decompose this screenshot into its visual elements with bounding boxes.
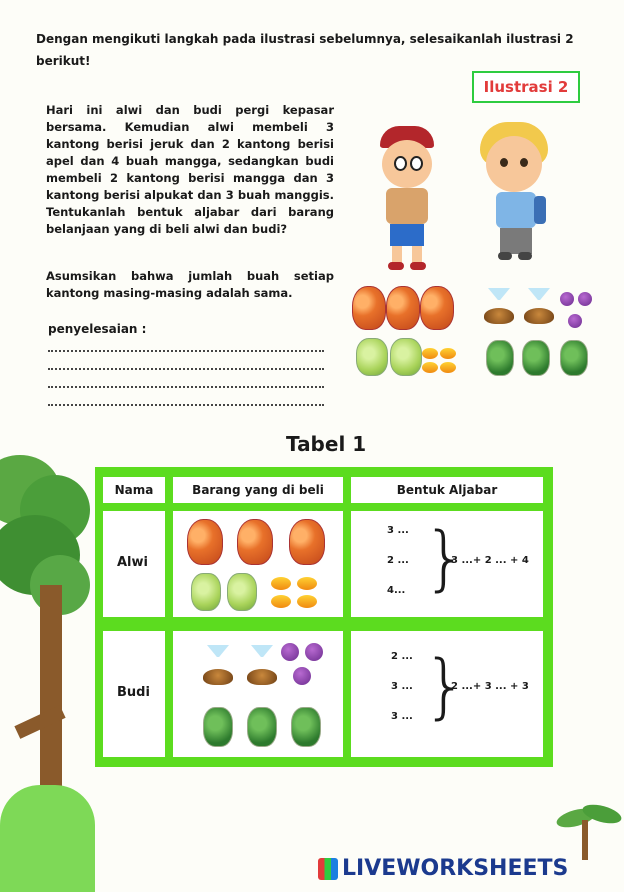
solution-label: penyelesaian : [48,322,147,336]
table-row [103,631,165,757]
brace-icon: } [423,645,468,727]
answer-line-3[interactable] [48,386,324,388]
budi-term-1[interactable]: 2 ... [391,651,413,662]
alwi-expression[interactable]: 3 ...+ 2 ... + 4 [451,555,529,566]
assumption-text: Asumsikan bahwa jumlah buah setiap kantong masing-masing adalah sama. [46,269,334,300]
row-name-alwi: Alwi [117,555,148,570]
table-title: Tabel 1 [286,432,367,456]
palm-tree-illustration [548,800,624,860]
answer-line-2[interactable] [48,368,324,370]
alwi-illustration [372,124,442,270]
alwi-fruits-illustration [350,280,470,380]
alwi-term-1[interactable]: 3 ... [387,525,409,536]
tree-illustration [0,455,95,892]
header-aljabar: Bentuk Aljabar [351,477,543,503]
table-row [103,511,165,617]
alwi-term-2[interactable]: 2 ... [387,555,409,566]
story-text: Hari ini alwi dan budi pergi kepasar bersama. Kemudian alwi membeli 3 kantong berisi jeruk dan 2 kantong berisi apel dan 4 buah mangga, sedangkan budi membeli 2 kantong berisi mangga dan 3 kantong berisi alpukat dan 3 buah manggis. Tentukanlah bentuk aljabar dari barang belanjaan yang di beli alwi dan budi? [46,103,334,236]
budi-term-3[interactable]: 3 ... [391,711,413,722]
instruction-text: Dengan mengikuti langkah pada ilustrasi sebelumnya, selesaikanlah ilustrasi 2 berikut! [36,32,574,68]
header-barang: Barang yang di beli [173,477,343,503]
budi-term-2[interactable]: 3 ... [391,681,413,692]
header-nama: Nama [103,477,165,503]
logo-text: LIVEWORKSHEETS [342,856,569,881]
alwi-items-cell [173,511,343,617]
brace-icon: } [423,517,468,599]
budi-items-cell [173,631,343,757]
answer-line-4[interactable] [48,404,324,406]
illustration-badge: Ilustrasi 2 [472,71,580,103]
alwi-algebra-cell [351,511,543,617]
algebra-table [95,467,553,767]
budi-illustration [472,120,556,260]
liveworksheets-logo [318,856,618,886]
budi-expression[interactable]: 2 ...+ 3 ... + 3 [451,681,529,692]
budi-algebra-cell [351,631,543,757]
alwi-term-3[interactable]: 4... [387,585,406,596]
answer-line-1[interactable] [48,350,324,352]
budi-fruits-illustration [482,284,592,380]
row-name-budi: Budi [117,685,150,700]
